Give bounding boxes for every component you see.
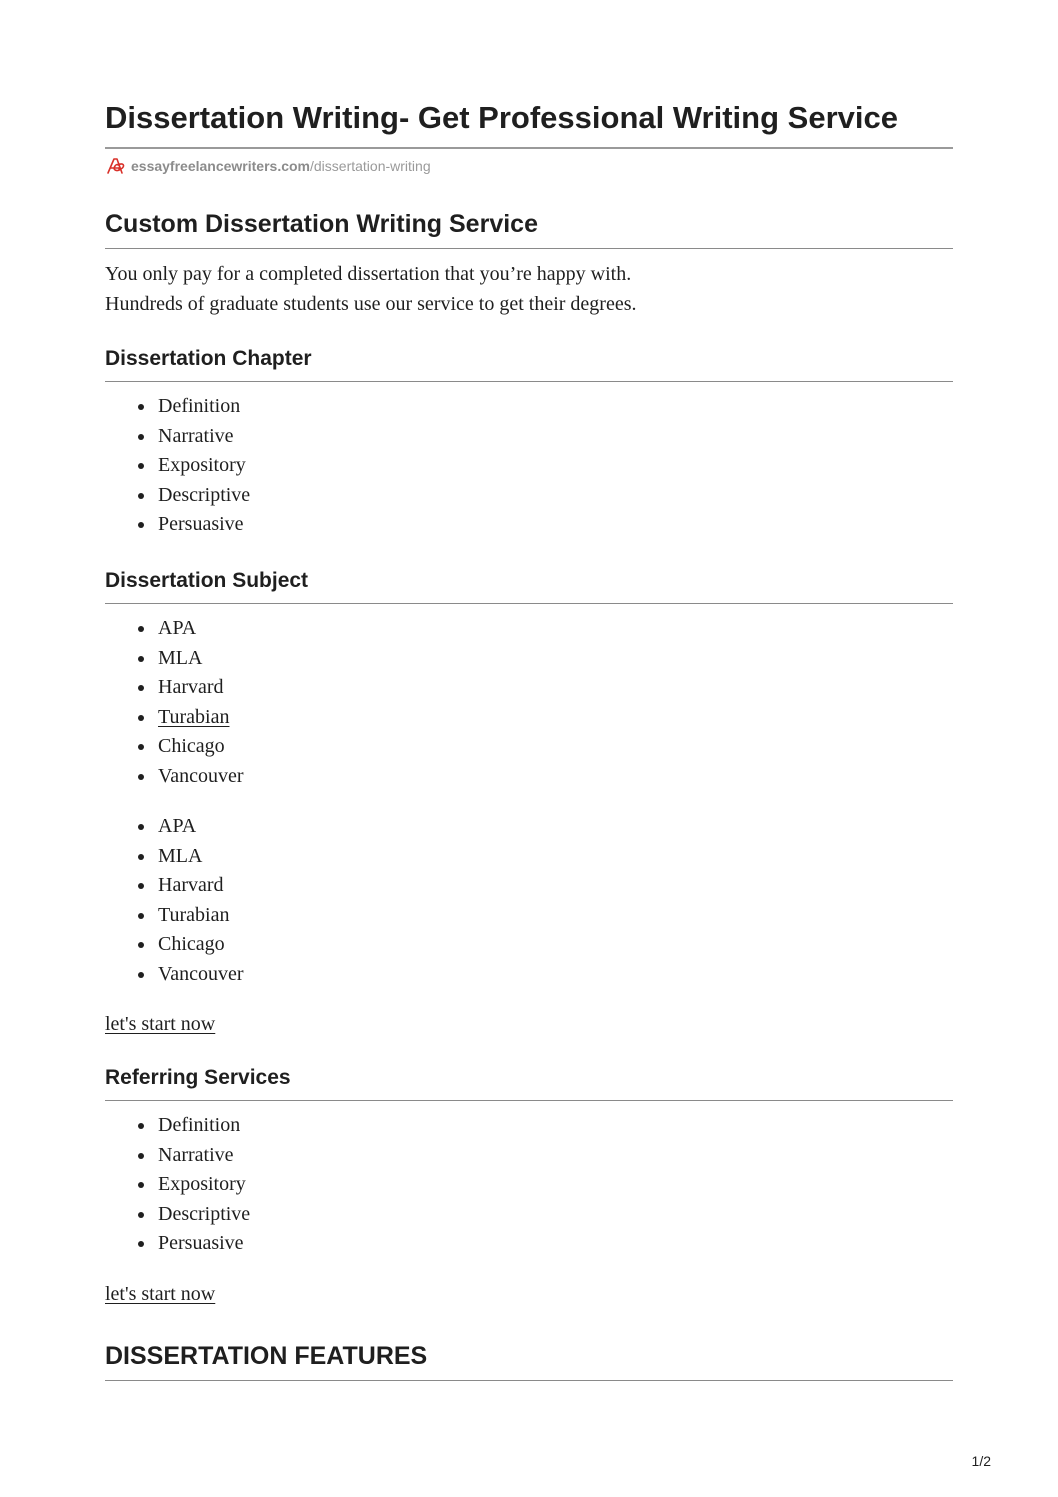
list-item: Narrative [105,1141,953,1171]
list-item: Chicago [105,930,953,960]
list-item: MLA [105,644,953,674]
start-now-link[interactable]: let's start now [105,1282,216,1305]
list-item: Vancouver [105,960,953,990]
title-divider [105,147,953,149]
list-item: APA [105,812,953,842]
page-number: 1/2 [971,1453,991,1469]
list-item: Narrative [105,422,953,452]
paragraph-line: Hundreds of graduate students use our service to get their degrees. [105,292,637,315]
list-item: Descriptive [105,1200,953,1230]
paragraph-line: You only pay for a completed dissertation that you’re happy with. [105,263,632,285]
cta-row [105,1280,953,1309]
start-now-link[interactable]: let's start now [105,1013,216,1035]
list-item: Expository [105,1170,953,1200]
list-item: Vancouver [105,762,953,792]
section-referring-services [105,1064,953,1309]
chapter-list [105,392,953,540]
source-path: /dissertation-writing [310,158,431,174]
list-item: Definition [105,392,953,422]
acrobat-icon [105,157,127,175]
list-item: MLA [105,842,953,872]
list-item-link [105,703,953,733]
section-heading: Dissertation Subject [105,567,953,604]
referring-list [105,1111,953,1259]
section-dissertation-features [105,1340,953,1381]
subject-list-b [105,812,953,989]
list-item: Definition [105,1111,953,1141]
list-item: Harvard [105,871,953,901]
section-paragraph [105,260,953,319]
list-item: Harvard [105,673,953,703]
list-item: Chicago [105,732,953,762]
list-item: Persuasive [105,510,953,540]
section-dissertation-subject [105,567,953,1039]
section-heading: DISSERTATION FEATURES [105,1340,953,1381]
section-dissertation-chapter [105,345,953,540]
page-title: Dissertation Writing- Get Professional Writing Service [105,100,898,135]
list-item: APA [105,614,953,644]
cta-row [105,1010,953,1039]
section-heading: Referring Services [105,1064,953,1101]
section-custom-service [105,208,953,319]
subject-list-a [105,614,953,791]
list-item: Descriptive [105,481,953,511]
source-url[interactable] [105,156,431,176]
source-domain: essayfreelancewriters.com [131,158,310,174]
section-heading: Custom Dissertation Writing Service [105,208,953,249]
list-item: Expository [105,451,953,481]
section-heading: Dissertation Chapter [105,345,953,382]
list-item: Turabian [105,901,953,931]
list-item: Persuasive [105,1229,953,1259]
turabian-link[interactable]: Turabian [158,705,230,728]
